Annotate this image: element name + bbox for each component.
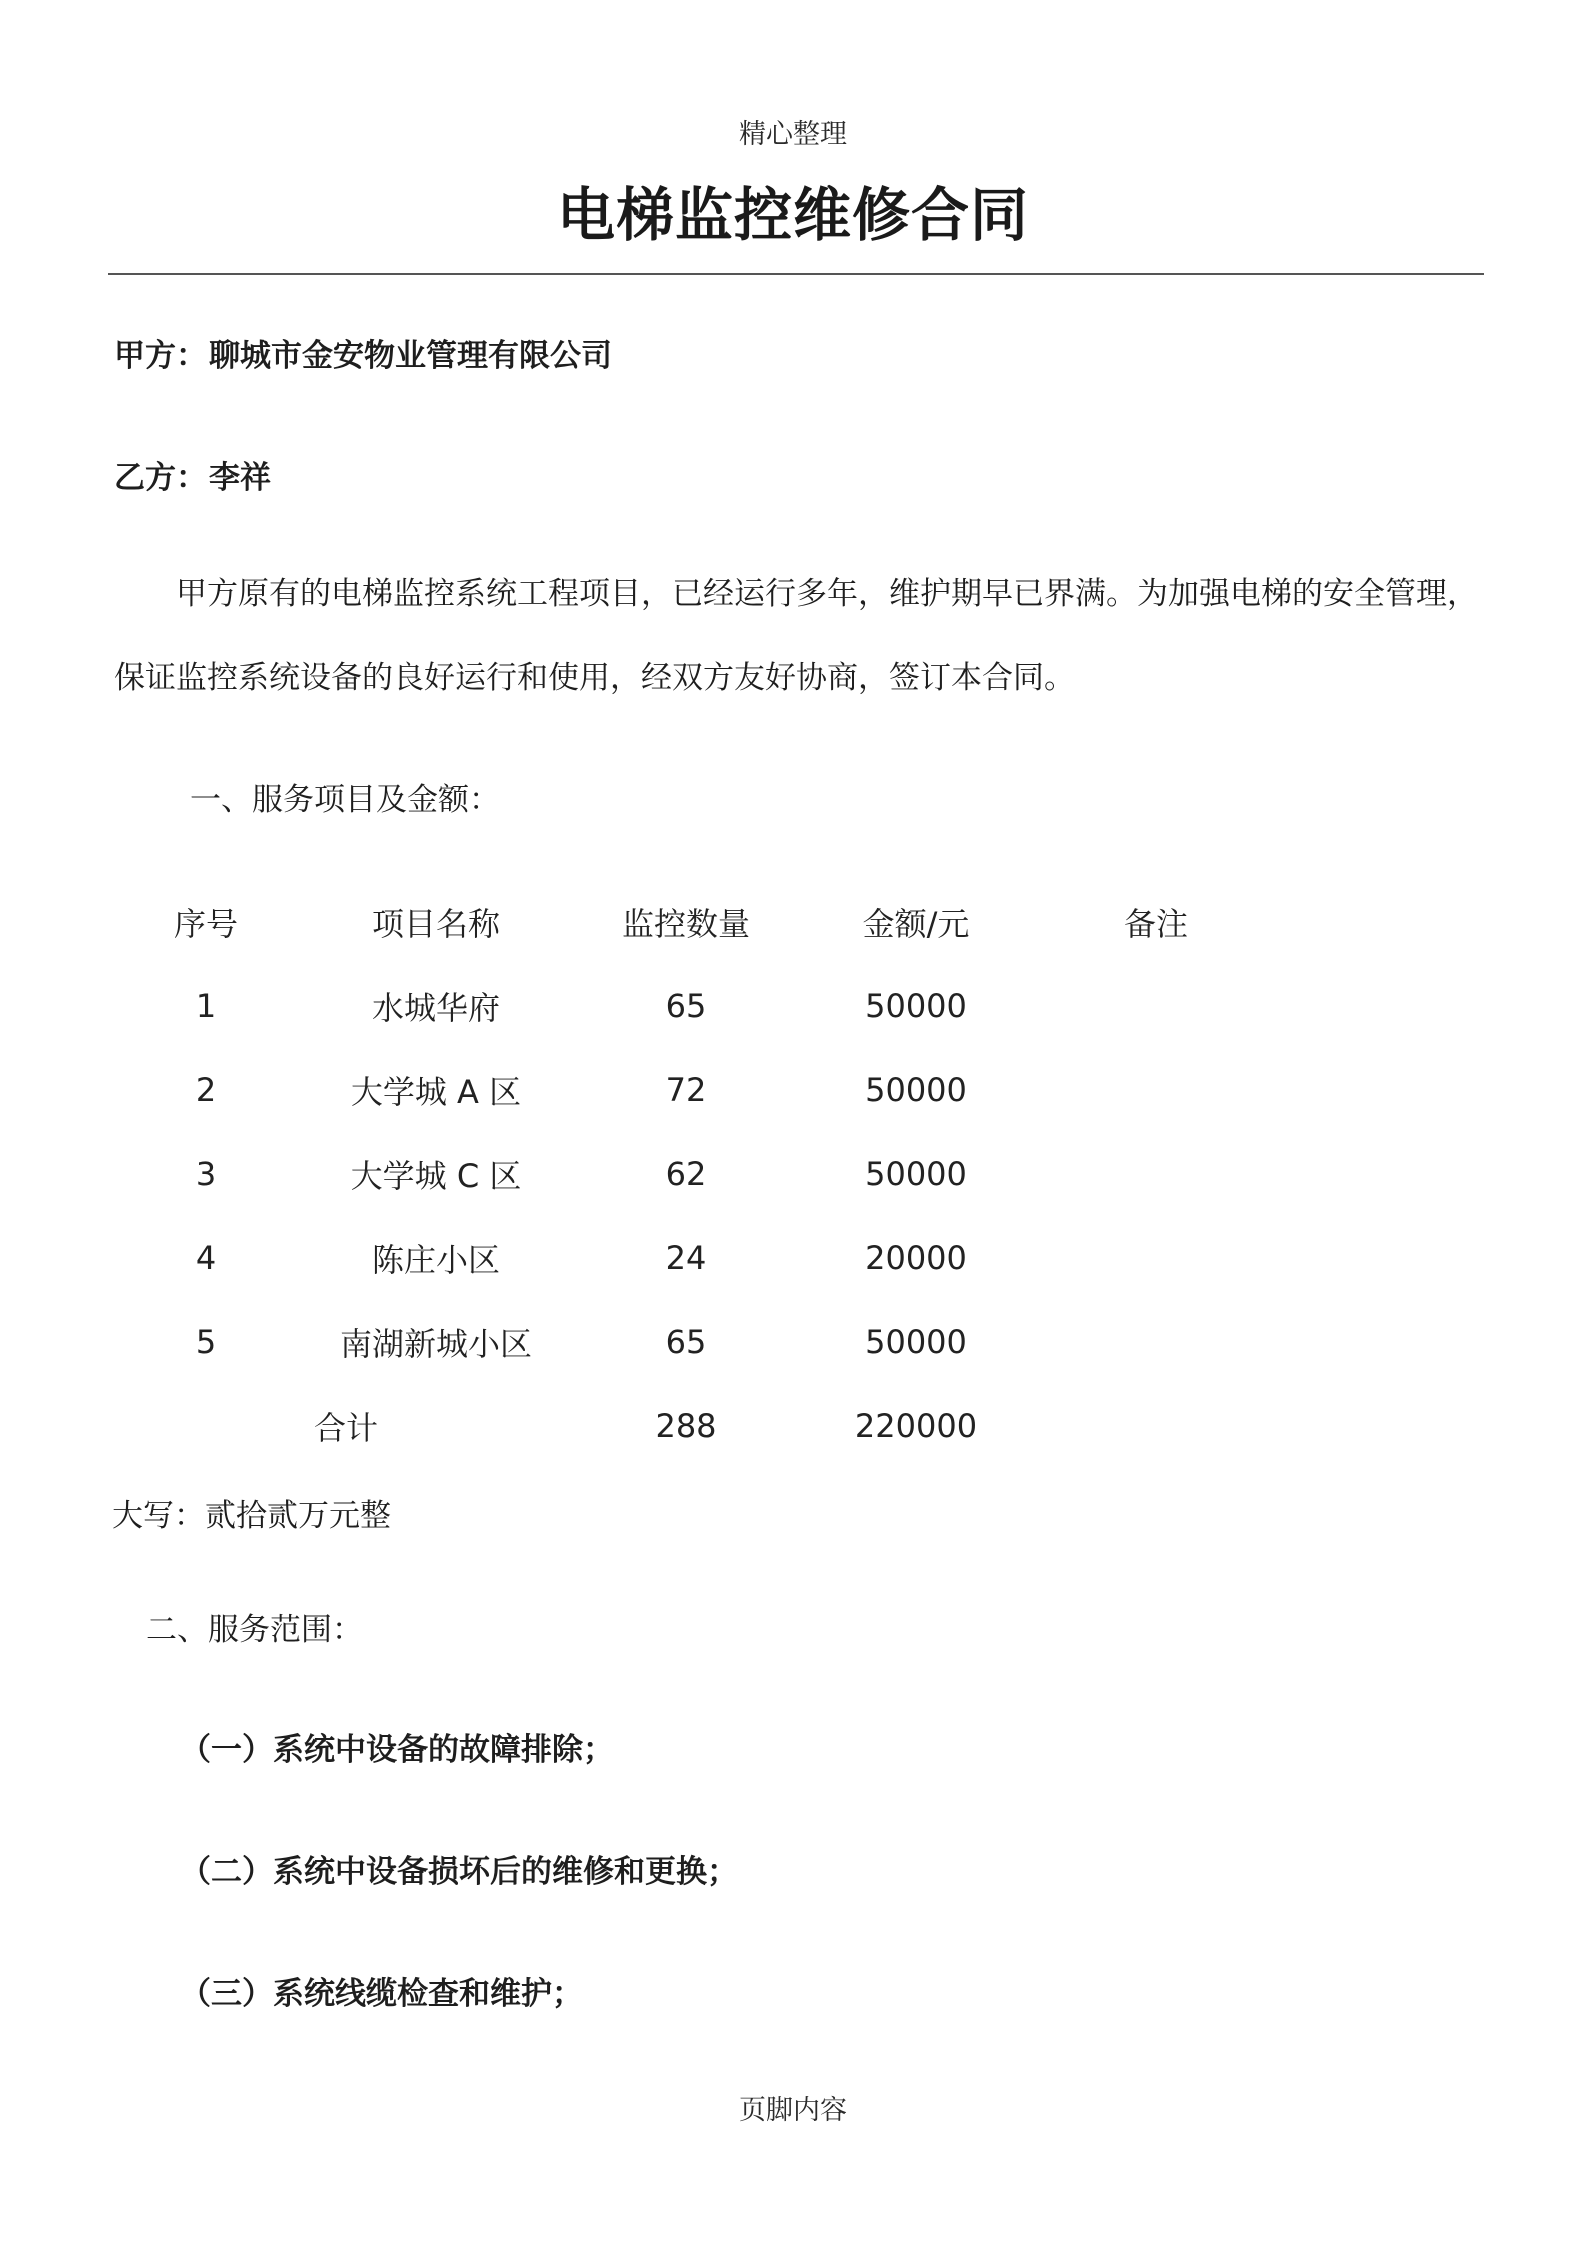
- page-footer: 页脚内容: [739, 2095, 847, 2126]
- table-header-row: [116, 880, 1276, 964]
- cell-note: [1036, 964, 1276, 1048]
- cell-note: [1036, 1300, 1276, 1384]
- party-b: [114, 452, 271, 497]
- cell-amount: 50000: [865, 1155, 967, 1193]
- table-row: [116, 964, 1276, 1048]
- table-row: [116, 1132, 1276, 1216]
- intro-paragraph-line-1: 甲方原有的电梯监控系统工程项目，已经运行多年，维护期早已界满。为加强电梯的安全管理，: [176, 576, 1478, 612]
- column-header: 序号: [173, 905, 238, 943]
- cell-count: 65: [665, 1323, 707, 1361]
- section-2-heading: 二、服务范围：: [146, 1612, 363, 1648]
- party-a-label: 甲方：: [114, 338, 207, 374]
- cell-project: 南湖新城小区: [339, 1325, 532, 1363]
- cell-amount: 50000: [865, 987, 967, 1025]
- cell-project: 水城华府: [371, 989, 500, 1027]
- column-header: 项目名称: [371, 905, 500, 943]
- total-amount: 220000: [854, 1407, 978, 1445]
- fees-table: [116, 880, 1276, 1468]
- cell-count: 62: [665, 1155, 707, 1193]
- cell-note: [1036, 1216, 1276, 1300]
- party-a: [114, 330, 612, 375]
- page-header: 精心整理: [739, 119, 847, 150]
- document-title: 电梯监控维修合同: [556, 181, 1029, 249]
- scope-item: （二）系统中设备损坏后的维修和更换；: [180, 1854, 738, 1890]
- total-label: 合计: [313, 1409, 378, 1447]
- intro-paragraph-line-2: 保证监控系统设备的良好运行和使用，经双方友好协商，签订本合同。: [114, 660, 1075, 696]
- table-row: [116, 1300, 1276, 1384]
- party-b-value: 李祥: [209, 460, 271, 496]
- cell-amount: 20000: [865, 1239, 967, 1277]
- cell-project: 大学城 C 区: [350, 1157, 522, 1195]
- cell-index: 1: [195, 987, 217, 1025]
- cell-index: 3: [195, 1155, 217, 1193]
- column-header: 监控数量: [621, 905, 750, 943]
- cell-project: 大学城 A 区: [350, 1073, 522, 1111]
- column-header: 金额/元: [862, 905, 970, 943]
- cell-amount: 50000: [865, 1323, 967, 1361]
- cell-note: [1036, 1384, 1276, 1468]
- table-row: [116, 1048, 1276, 1132]
- column-header: 备注: [1123, 905, 1188, 943]
- cell-index: 5: [195, 1323, 217, 1361]
- cell-amount: 50000: [865, 1071, 967, 1109]
- cell-project: 陈庄小区: [371, 1241, 500, 1279]
- scope-item: （一）系统中设备的故障排除；: [180, 1732, 614, 1768]
- cell-count: 65: [665, 987, 707, 1025]
- scope-item: （三）系统线缆检查和维护；: [180, 1976, 583, 2012]
- cell-index: 2: [195, 1071, 217, 1109]
- table-total-row: [116, 1384, 1276, 1468]
- title-divider: [108, 273, 1484, 275]
- cell-index: 4: [195, 1239, 217, 1277]
- cell-count: 72: [665, 1071, 707, 1109]
- total-count: 288: [655, 1407, 717, 1445]
- cell-count: 24: [665, 1239, 707, 1277]
- cell-note: [1036, 1132, 1276, 1216]
- section-1-heading: 一、服务项目及金额：: [190, 782, 500, 818]
- cell-note: [1036, 1048, 1276, 1132]
- table-row: [116, 1216, 1276, 1300]
- amount-in-words: 大写：贰拾贰万元整: [112, 1498, 391, 1534]
- party-a-value: 聊城市金安物业管理有限公司: [209, 338, 612, 374]
- party-b-label: 乙方：: [114, 460, 207, 496]
